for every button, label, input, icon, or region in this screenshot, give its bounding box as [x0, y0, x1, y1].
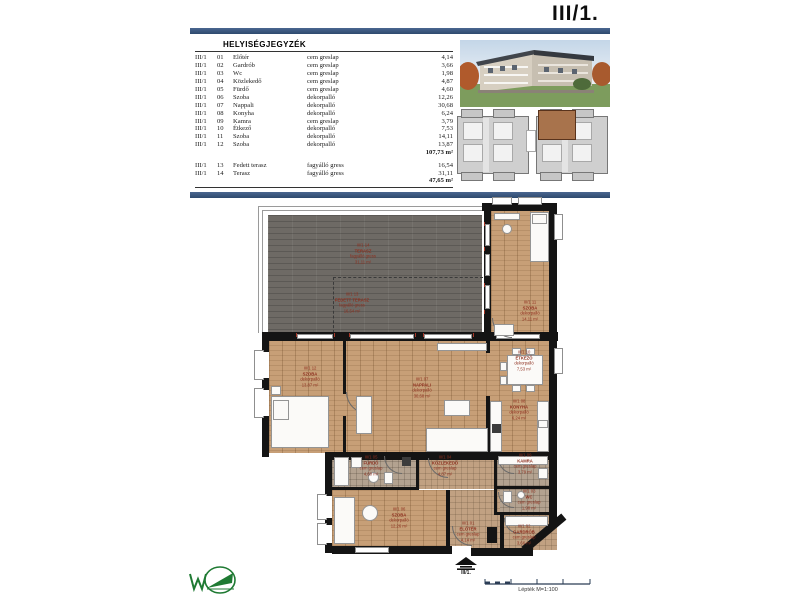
key-plan-room	[493, 122, 513, 140]
entrance-arrow-icon	[454, 557, 478, 570]
cell-area: 1,98	[441, 70, 453, 78]
room-material: dekorpalló	[514, 361, 534, 366]
room-name: KONYHA	[509, 404, 529, 410]
room-label-konyha	[509, 399, 528, 422]
cell-area: 12,26	[438, 93, 453, 101]
wall-pillar	[487, 527, 497, 543]
furniture-cabinet	[494, 324, 514, 336]
window	[518, 197, 542, 205]
cell-name: Szoba	[233, 141, 250, 149]
room-name: SZOBA	[302, 371, 318, 377]
key-plan-room	[542, 144, 562, 162]
cell-name: Előtér	[233, 54, 250, 62]
architect-logo-icon	[186, 564, 238, 596]
key-plan-room	[493, 144, 513, 162]
window-gap	[262, 390, 269, 416]
room-material: dekorpalló	[520, 311, 540, 316]
cell-area: 16,54	[438, 162, 453, 170]
room-label-kamra	[514, 453, 537, 476]
cell-code: III/1	[195, 117, 207, 125]
kitchen-sink	[538, 420, 548, 428]
room-area: 3,79 m²	[517, 469, 533, 475]
wall	[416, 455, 419, 488]
cell-num: 03	[217, 70, 224, 78]
cell-code: III/1	[195, 162, 207, 170]
room-area: 4,87 m²	[437, 471, 453, 477]
cell-name: Közlekedő	[233, 78, 262, 86]
room-name: GARDRÓB	[513, 529, 535, 535]
room-label-furdo	[360, 455, 383, 478]
cell-code: III/1	[195, 101, 207, 109]
cell-num: 11	[217, 133, 224, 141]
scale-text: Lépték M=1:100	[518, 587, 558, 593]
room-area: 16,54 m²	[343, 308, 361, 314]
cell-area: 3,66	[441, 62, 453, 70]
room-code: III/1 03	[522, 488, 536, 494]
key-plan-wing	[493, 172, 515, 181]
wall	[343, 340, 346, 394]
cell-name: Szoba	[233, 93, 250, 101]
key-plan	[455, 106, 613, 188]
cell-area: 7,53	[441, 125, 453, 133]
room-label-gardrob	[513, 524, 536, 547]
room-name: NAPPALI	[412, 382, 432, 388]
cell-code: III/1	[195, 93, 207, 101]
window	[554, 348, 563, 374]
room-code: III/1 01	[461, 520, 475, 526]
cell-num: 02	[217, 62, 224, 70]
room-name: KAMRA	[517, 458, 533, 464]
cell-area: 3,79	[441, 117, 453, 125]
cell-name: Wc	[233, 70, 243, 78]
room-code: III/1 10	[517, 349, 531, 355]
furniture-chair	[500, 376, 507, 385]
wall	[332, 487, 419, 490]
window-gap	[262, 352, 269, 378]
room-area: 1,98 m²	[521, 505, 537, 511]
cell-num: 07	[217, 101, 224, 109]
table-title: HELYISÉGJEGYZÉK	[223, 40, 307, 49]
window	[355, 547, 389, 553]
window-gap	[325, 496, 332, 518]
cell-area: 13,87	[438, 141, 453, 149]
room-label-terasz	[350, 243, 376, 266]
furniture-bed	[334, 497, 355, 544]
room-material: dekorpalló	[509, 410, 529, 415]
room-code: III/1 13	[345, 291, 359, 297]
cell-material: fagyálló gress	[307, 162, 344, 170]
cell-code: III/1	[195, 109, 207, 117]
room-area: 12,26 m²	[390, 523, 408, 529]
window	[492, 197, 512, 205]
room-name: TERASZ	[354, 248, 372, 254]
key-plan-core	[483, 118, 489, 172]
cell-num: 08	[217, 109, 224, 117]
room-material: dekorpalló	[389, 518, 409, 523]
table-row	[195, 70, 453, 78]
cell-material: dekorpalló	[307, 141, 336, 149]
wall	[332, 546, 452, 554]
header-divider-bar	[190, 28, 610, 34]
key-plan-wing	[572, 172, 594, 181]
wall	[549, 455, 557, 527]
cell-name: Fürdő	[233, 86, 249, 93]
room-label-fedett-terasz	[335, 292, 369, 315]
room-name: WC	[525, 494, 533, 500]
cell-material: cem greslap	[307, 62, 339, 70]
room-code: III/1 08	[512, 398, 526, 404]
room-area: 13,87 m²	[301, 382, 319, 388]
cell-name: Gardrób	[233, 62, 255, 70]
subtotal-living-area: 107,73 m²	[425, 148, 453, 156]
room-area: 31,11 m²	[354, 259, 372, 265]
key-plan-wing	[461, 172, 483, 181]
room-area: 14,11 m²	[521, 316, 539, 322]
wall	[446, 490, 450, 548]
cell-name: Étkező	[233, 125, 252, 133]
cell-name: Kamra	[233, 117, 251, 125]
cell-area: 4,87	[441, 78, 453, 86]
cell-code: III/1	[195, 62, 207, 70]
cell-num: 13	[217, 162, 224, 170]
cell-code: III/1	[195, 70, 207, 78]
furniture-desk	[494, 213, 520, 220]
table-bottom-bar	[190, 192, 610, 198]
room-material: dekorpalló	[300, 377, 320, 382]
window	[554, 214, 563, 240]
toilet	[384, 472, 393, 484]
key-plan-wing	[493, 109, 515, 118]
room-schedule-table	[195, 40, 453, 190]
cell-code: III/1	[195, 125, 207, 133]
cell-name: Szoba	[233, 133, 250, 141]
cell-num: 14	[217, 170, 224, 178]
room-name: KÖZLEKEDŐ	[431, 460, 459, 466]
window	[485, 285, 490, 309]
entrance-unit-label: III/1.	[461, 570, 471, 576]
divider	[195, 187, 453, 188]
dimension-tick	[484, 310, 485, 314]
furniture-chair	[502, 224, 512, 234]
furniture-coffee-table	[444, 400, 470, 416]
cell-num: 06	[217, 93, 224, 101]
table-row	[195, 162, 453, 170]
room-label-szoba-11	[520, 300, 539, 323]
room-area: 30,68 m²	[413, 393, 431, 399]
cell-material: dekorpalló	[307, 133, 336, 141]
cell-material: cem greslap	[307, 78, 339, 86]
cell-num: 01	[217, 54, 224, 62]
page-title: III/1.	[552, 2, 599, 25]
dimension-tick	[473, 333, 474, 337]
table-row	[195, 133, 453, 141]
cell-num: 10	[217, 125, 224, 133]
cell-name: Terasz	[233, 170, 251, 178]
washing-machine	[538, 468, 548, 479]
cell-material: cem greslap	[307, 117, 339, 125]
cell-num: 04	[217, 78, 224, 86]
table-row	[195, 93, 453, 101]
key-plan-highlighted-unit	[538, 110, 576, 140]
cell-area: 6,24	[441, 109, 453, 117]
cell-num: 09	[217, 117, 224, 125]
cell-code: III/1	[195, 170, 207, 178]
terrace-door	[424, 334, 472, 339]
cell-area: 4,60	[441, 86, 453, 93]
room-code: III/1 05	[364, 454, 378, 460]
furniture-chair	[512, 385, 521, 392]
dimension-tick	[423, 333, 424, 337]
toilet	[503, 491, 512, 503]
key-plan-room	[463, 122, 483, 140]
furniture-shelf	[356, 396, 372, 434]
dimension-tick	[296, 333, 297, 337]
cell-material: fagyálló gress	[307, 170, 344, 178]
room-code: III/1 04	[438, 454, 452, 460]
wall	[549, 203, 557, 455]
cell-material: dekorpalló	[307, 101, 336, 109]
bathtub	[334, 457, 349, 486]
cell-code: III/1	[195, 54, 207, 62]
dimension-tick	[334, 333, 335, 337]
terrace-door	[297, 334, 333, 339]
table-row	[195, 78, 453, 86]
key-plan-room	[572, 144, 592, 162]
table-row	[195, 141, 453, 149]
cell-material: dekorpalló	[307, 109, 336, 117]
table-row	[195, 62, 453, 70]
wall	[494, 455, 497, 515]
room-material: cem greslap	[517, 500, 541, 505]
table-row	[195, 117, 453, 125]
room-name: ELŐTÉR	[459, 526, 477, 532]
furniture-pillow	[273, 400, 289, 420]
furniture-round-table	[362, 505, 378, 521]
room-area: 4,14 m²	[460, 537, 476, 543]
dimension-tick	[415, 333, 416, 337]
wall	[343, 416, 346, 454]
cell-material: cem greslap	[307, 86, 339, 93]
cell-name: Fedett terasz	[233, 162, 267, 170]
key-plan-wing	[540, 172, 562, 181]
building-photo	[460, 40, 610, 107]
cell-code: III/1	[195, 86, 207, 93]
room-material: cem greslap	[456, 532, 480, 537]
room-label-nappali	[412, 377, 431, 400]
divider	[195, 51, 453, 52]
cell-code: III/1	[195, 141, 207, 149]
entry-door-gap	[452, 546, 471, 556]
table-row	[195, 54, 453, 62]
room-material: fagyálló gress	[350, 254, 376, 259]
room-code: III/1 11	[523, 299, 537, 305]
room-name: SZOBA	[391, 512, 407, 518]
cell-material: dekorpalló	[307, 93, 336, 101]
window	[485, 224, 490, 246]
room-label-kozlekedo	[432, 455, 458, 478]
key-plan-stair-core	[526, 130, 536, 152]
cell-name: Nappali	[233, 101, 254, 109]
room-code: III/1 02	[517, 523, 531, 529]
table-row	[195, 125, 453, 133]
dimension-tick	[484, 283, 485, 287]
room-code: III/1 06	[392, 506, 406, 512]
room-name: ÉTKEZŐ	[515, 355, 533, 361]
furniture-sideboard	[437, 343, 487, 351]
dimension-tick	[349, 333, 350, 337]
cell-code: III/1	[195, 78, 207, 86]
room-code: III/1 14	[356, 242, 370, 248]
room-label-eloter	[457, 521, 480, 544]
furniture-sofa	[426, 428, 488, 452]
room-material: fagyálló gress	[339, 303, 365, 308]
cell-num: 12	[217, 141, 224, 149]
room-material: cem greslap	[359, 466, 383, 471]
room-material: cem greslap	[433, 466, 457, 471]
dimension-tick	[484, 247, 485, 251]
room-area: 6,24 m²	[511, 415, 527, 421]
room-material: cem greslap	[512, 535, 536, 540]
table-row	[195, 109, 453, 117]
table-row	[195, 101, 453, 109]
dimension-tick	[484, 222, 485, 226]
cell-material: cem greslap	[307, 54, 339, 62]
room-name: SZOBA	[522, 305, 538, 311]
room-area: 4,60 m²	[363, 471, 379, 477]
furniture-chair	[526, 385, 535, 392]
room-code: III/1 12	[303, 365, 317, 371]
cell-code: III/1	[195, 133, 207, 141]
cell-area: 14,11	[438, 133, 453, 141]
subtotal-terrace-area: 47,65 m²	[429, 177, 453, 185]
key-plan-wing	[461, 109, 483, 118]
room-material: cem greslap	[513, 464, 537, 469]
cell-area: 31,11	[438, 170, 453, 178]
kitchen-stove	[492, 424, 501, 433]
room-label-szoba-06	[389, 507, 408, 530]
room-area: 7,53 m²	[516, 366, 532, 372]
room-code: III/1 07	[415, 376, 429, 382]
table-row	[195, 170, 453, 178]
cell-area: 30,68	[438, 101, 453, 109]
room-label-etkezo	[514, 350, 533, 373]
cell-name: Konyha	[233, 109, 254, 117]
room-material: dekorpalló	[412, 388, 432, 393]
shower-drain	[402, 457, 411, 466]
cell-material: dekorpalló	[307, 125, 336, 133]
table-row	[195, 86, 453, 94]
window-gap	[325, 525, 332, 543]
room-label-szoba-12	[300, 366, 319, 389]
furniture-nightstand	[271, 386, 281, 395]
room-label-wc	[518, 489, 541, 512]
room-name: FÜRDŐ	[363, 460, 379, 466]
furniture-pillow	[532, 214, 547, 224]
cell-area: 4,14	[441, 54, 453, 62]
room-area: 3,66 m²	[516, 540, 532, 546]
room-code: III/1 09	[518, 452, 532, 458]
terrace-door	[350, 334, 414, 339]
furniture-chair	[500, 362, 507, 371]
window	[485, 254, 490, 276]
cell-material: cem greslap	[307, 70, 339, 78]
key-plan-room	[463, 144, 483, 162]
room-name: FEDETT TERASZ	[334, 297, 370, 303]
cell-num: 05	[217, 86, 224, 93]
